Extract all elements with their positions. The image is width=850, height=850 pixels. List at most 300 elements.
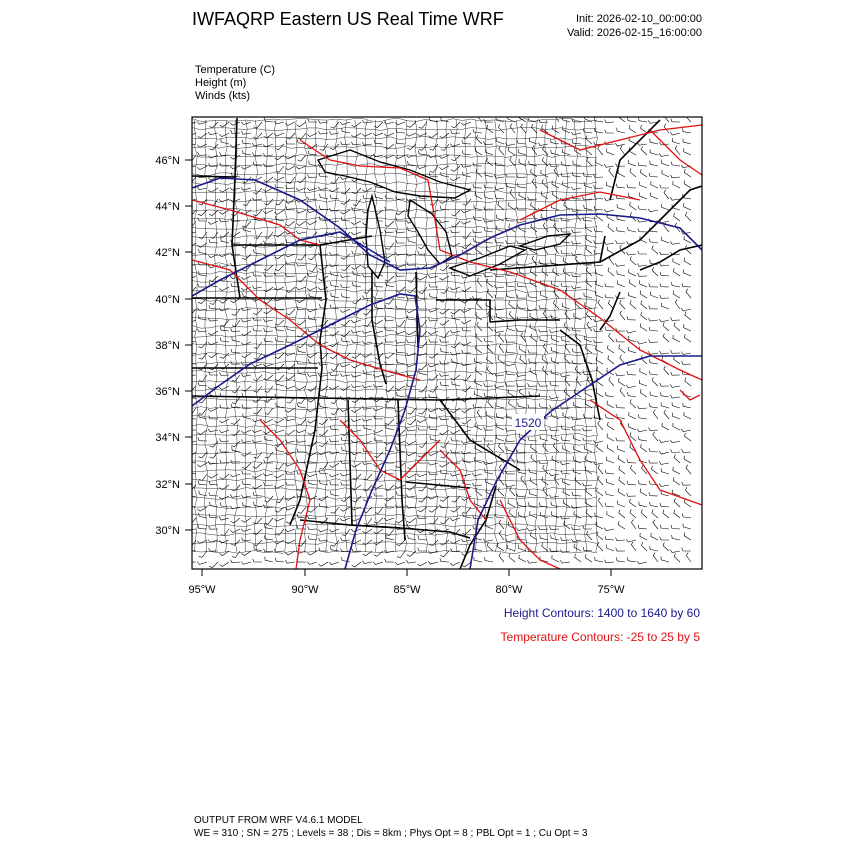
- wind-barb: [208, 331, 218, 335]
- wind-barb: [406, 133, 416, 136]
- wind-barb: [499, 344, 504, 353]
- wind-barb: [341, 482, 350, 485]
- wind-barb: [684, 324, 691, 331]
- wind-barb: [563, 489, 570, 496]
- wind-barb: [319, 240, 328, 244]
- wind-barb: [663, 510, 669, 518]
- wind-barb: [560, 374, 570, 377]
- wind-barb: [329, 562, 339, 565]
- wind-barb: [685, 245, 691, 254]
- wind-barb: [521, 333, 526, 342]
- wind-barb: [397, 551, 405, 558]
- wind-barb: [660, 525, 669, 529]
- wind-barb: [428, 462, 438, 465]
- wind-barb: [363, 353, 373, 357]
- wind-barb: [618, 521, 625, 529]
- wind-barb: [659, 153, 669, 156]
- wind-barb: [199, 474, 207, 480]
- wind-barb: [510, 487, 515, 496]
- lat-label-44: 44°N: [155, 201, 180, 213]
- wind-barb: [638, 251, 647, 254]
- wind-barb: [319, 496, 328, 501]
- wind-barb: [671, 119, 680, 123]
- wind-barb: [630, 399, 636, 408]
- wind-barb: [462, 140, 471, 144]
- wind-barb: [551, 204, 559, 210]
- wind-barb: [685, 312, 691, 320]
- wind-barb: [340, 473, 350, 476]
- wind-barb: [552, 511, 559, 518]
- wind-barb: [629, 412, 636, 419]
- wind-barb: [543, 487, 548, 496]
- county-line: [595, 120, 598, 552]
- wind-barb: [608, 356, 614, 364]
- wind-barb: [351, 384, 361, 387]
- wind-barb: [254, 122, 263, 128]
- wind-barb: [253, 210, 262, 216]
- wind-barb: [516, 374, 526, 377]
- wind-barb: [616, 339, 625, 343]
- wind-barb: [585, 446, 592, 453]
- wind-barb: [682, 514, 691, 519]
- wind-barb: [198, 382, 207, 386]
- wind-barb: [488, 399, 493, 408]
- wind-barb: [418, 496, 427, 502]
- county-line: [245, 120, 248, 552]
- county-line: [575, 120, 578, 552]
- wind-barb: [298, 155, 307, 161]
- wind-barb: [604, 209, 614, 212]
- wind-barb: [672, 138, 680, 144]
- wind-barb: [286, 133, 295, 139]
- wind-barb: [461, 342, 471, 346]
- wind-barb: [241, 319, 251, 322]
- wind-barb: [671, 175, 681, 178]
- wind-barb: [362, 341, 372, 344]
- wind-barb: [231, 361, 240, 364]
- wind-barb: [674, 510, 680, 518]
- field-temperature: Temperature (C): [195, 64, 276, 76]
- wind-barb: [619, 466, 625, 474]
- wind-barb: [681, 429, 691, 432]
- wind-barb: [607, 246, 614, 254]
- wind-barb: [627, 184, 636, 188]
- wind-barb: [684, 334, 691, 342]
- wind-barb: [618, 446, 625, 453]
- wind-barb: [640, 368, 647, 375]
- wind-barb: [186, 352, 196, 355]
- wind-barb: [407, 485, 416, 490]
- wind-barb: [296, 263, 306, 266]
- wind-barb: [374, 452, 383, 458]
- wind-barb: [254, 386, 262, 392]
- wind-barb: [660, 283, 669, 287]
- county-line: [205, 120, 208, 552]
- wind-barb: [439, 220, 449, 223]
- wind-barb: [264, 287, 273, 292]
- wind-barb: [498, 202, 504, 210]
- wind-barb: [296, 287, 306, 290]
- wind-barb: [439, 417, 449, 420]
- wind-barb: [585, 390, 592, 397]
- latitude-axis: [185, 160, 192, 530]
- wind-barb: [330, 342, 339, 347]
- wind-barb: [673, 268, 680, 276]
- wind-barb: [463, 458, 471, 463]
- wind-barb: [320, 320, 329, 326]
- wind-barb: [472, 483, 482, 486]
- wind-barb: [607, 148, 614, 155]
- county-line: [192, 227, 597, 230]
- wind-barb: [352, 562, 361, 567]
- wind-barb: [670, 440, 680, 443]
- wind-barb: [384, 133, 394, 136]
- wind-barb: [429, 540, 438, 546]
- wind-barb: [373, 408, 383, 411]
- wind-barb: [641, 146, 647, 155]
- wind-barb: [462, 419, 471, 424]
- wind-barb: [638, 162, 647, 166]
- wind-barb: [231, 218, 240, 221]
- wind-barb: [461, 122, 471, 125]
- wind-barb: [341, 254, 350, 259]
- wind-barb: [620, 355, 625, 364]
- wind-barb: [308, 174, 318, 177]
- county-line: [255, 120, 258, 552]
- county-line: [192, 515, 597, 518]
- wind-barb: [396, 273, 405, 276]
- wind-barb: [664, 124, 669, 133]
- wind-barb: [396, 140, 405, 144]
- county-line: [585, 120, 588, 552]
- wind-barb: [616, 404, 625, 408]
- wind-barb: [598, 146, 603, 155]
- wind-barb: [651, 533, 658, 540]
- wind-barb: [618, 170, 625, 177]
- wind-barb: [208, 188, 218, 192]
- wind-barb: [265, 557, 273, 562]
- wind-barb: [649, 448, 658, 452]
- wind-barb: [286, 185, 295, 188]
- wind-barb: [627, 459, 636, 463]
- wind-barb: [484, 383, 493, 386]
- wind-barb: [572, 492, 581, 496]
- wind-barb: [652, 246, 658, 255]
- wind-barb: [407, 419, 416, 425]
- wind-barb: [550, 139, 559, 144]
- wind-barb: [198, 437, 207, 441]
- wind-barb: [519, 114, 526, 122]
- wind-barb: [627, 316, 636, 320]
- wind-barb: [517, 140, 526, 144]
- wind-barb: [585, 345, 592, 353]
- wind-barb: [674, 553, 680, 562]
- wind-barb: [450, 144, 460, 147]
- wind-barb: [604, 164, 614, 167]
- wind-barb: [439, 463, 449, 467]
- wind-barb: [659, 263, 669, 266]
- wind-barb: [198, 218, 207, 221]
- wind-barb: [252, 143, 262, 146]
- wind-barb: [605, 119, 615, 122]
- wind-barb: [186, 143, 196, 146]
- wind-barb: [296, 210, 306, 213]
- wind-barb: [604, 241, 614, 244]
- wind-barb: [362, 142, 372, 145]
- wind-barb: [352, 188, 361, 194]
- wind-barb: [341, 142, 351, 145]
- wind-barb: [605, 130, 614, 133]
- wind-barb: [374, 416, 383, 420]
- wind-barb: [462, 529, 471, 535]
- wind-barb: [440, 133, 449, 138]
- wind-barb: [528, 383, 537, 386]
- wind-barb: [440, 551, 449, 557]
- wind-barb: [440, 265, 449, 271]
- wind-barb: [684, 532, 691, 540]
- wind-barb: [417, 166, 427, 169]
- wind-barb: [264, 549, 274, 552]
- wind-barb: [629, 269, 636, 276]
- wind-barb: [675, 146, 680, 155]
- wind-barb: [508, 115, 515, 122]
- wind-barb: [385, 327, 394, 331]
- wind-barb: [473, 129, 482, 133]
- wind-barb: [616, 373, 626, 376]
- wind-barb: [243, 199, 251, 206]
- wind-barb: [616, 548, 625, 551]
- wind-barb: [395, 386, 405, 390]
- wind-barb: [650, 502, 658, 507]
- wind-barb: [585, 224, 592, 232]
- wind-barb: [384, 254, 394, 258]
- wind-barb: [187, 452, 196, 457]
- wind-barb: [670, 132, 680, 135]
- wind-barb: [373, 133, 383, 136]
- wind-barb: [219, 133, 229, 137]
- wind-barb: [594, 185, 604, 188]
- lat-label-32: 32°N: [155, 479, 180, 491]
- wind-barb: [298, 348, 306, 353]
- wind-barb: [671, 162, 680, 167]
- wind-barb: [252, 430, 262, 433]
- wind-barb: [649, 403, 658, 408]
- wind-barb: [329, 252, 339, 255]
- wind-barb: [263, 473, 273, 476]
- wind-barb: [683, 403, 691, 408]
- county-line: [192, 533, 597, 536]
- wind-barb: [650, 161, 658, 166]
- wind-barb: [497, 423, 504, 430]
- wind-barb: [516, 528, 526, 531]
- wind-barb: [331, 282, 340, 287]
- wind-barb: [286, 430, 295, 435]
- model-info: OUTPUT FROM WRF V4.6.1 MODEL: [194, 815, 363, 826]
- wind-barb: [539, 383, 548, 386]
- wind-barb: [253, 559, 262, 562]
- wind-barb: [575, 366, 581, 375]
- wind-barb: [672, 282, 681, 287]
- wind-barb: [571, 132, 581, 135]
- wind-barb: [649, 327, 658, 331]
- wind-barb: [230, 560, 240, 563]
- wind-barb: [649, 173, 658, 177]
- wind-barb: [441, 287, 449, 293]
- wind-barb: [373, 562, 383, 565]
- wind-barb: [541, 170, 548, 177]
- wind-barb: [685, 487, 691, 496]
- wind-barb: [208, 429, 218, 432]
- wind-barb: [210, 232, 218, 238]
- wind-barb: [542, 268, 548, 276]
- wind-barb: [628, 292, 636, 298]
- wind-barb: [552, 555, 559, 562]
- wind-barb: [352, 408, 362, 412]
- wind-barb: [662, 170, 669, 177]
- wind-barb: [609, 377, 614, 386]
- wind-barb: [384, 375, 394, 378]
- wind-barb: [674, 213, 680, 221]
- wind-barb: [630, 499, 637, 507]
- wind-barb: [638, 117, 647, 122]
- wind-barb: [418, 536, 427, 540]
- wind-barb: [463, 232, 471, 239]
- wind-barb: [540, 512, 548, 518]
- wind-barb: [209, 122, 218, 128]
- wind-barb: [451, 408, 460, 413]
- wind-barb: [528, 502, 537, 507]
- wind-barb: [473, 439, 483, 442]
- wind-barb: [517, 494, 527, 497]
- wind-barb: [684, 180, 691, 188]
- county-line: [192, 542, 597, 545]
- wind-barb: [509, 301, 515, 309]
- wind-barb: [340, 507, 350, 511]
- wind-barb: [686, 465, 691, 474]
- wind-barb: [274, 518, 284, 521]
- wind-barb: [264, 241, 274, 244]
- wind-barb: [198, 342, 207, 348]
- wind-barb: [529, 469, 537, 475]
- wind-barb: [252, 364, 262, 367]
- wind-barb: [651, 193, 658, 200]
- wind-barb: [297, 403, 306, 408]
- wind-barb: [484, 427, 493, 430]
- wind-barb: [586, 136, 592, 145]
- wind-barb: [653, 520, 658, 529]
- wind-barb: [606, 457, 614, 463]
- wind-barb: [219, 517, 229, 520]
- wind-barb: [630, 300, 636, 309]
- wind-barb: [406, 560, 416, 563]
- wind-barb: [660, 252, 670, 255]
- wind-barb: [265, 232, 273, 238]
- wind-barb: [242, 463, 251, 469]
- wind-barb: [582, 428, 592, 431]
- wind-barb: [407, 262, 416, 265]
- wind-barb: [551, 535, 559, 540]
- wind-barb: [597, 542, 603, 551]
- wind-barb: [307, 562, 317, 565]
- wind-barb: [275, 144, 284, 150]
- wind-barb: [618, 501, 626, 507]
- wind-barb: [640, 169, 647, 177]
- wind-barb: [209, 562, 218, 568]
- wind-barb: [477, 300, 483, 309]
- wind-barb: [484, 514, 493, 518]
- lon-label-85: 85°W: [393, 584, 421, 596]
- wind-barb: [495, 514, 504, 518]
- wind-barb: [384, 155, 394, 158]
- wind-barb: [286, 375, 295, 380]
- wind-barb: [598, 465, 603, 474]
- wind-barb: [618, 378, 625, 386]
- lat-label-34: 34°N: [155, 432, 180, 444]
- wind-barb: [406, 441, 416, 445]
- wind-barb: [285, 274, 295, 277]
- wind-barb: [659, 440, 669, 443]
- wind-barb: [297, 320, 306, 325]
- wind-barb: [530, 478, 537, 486]
- wind-barb: [531, 169, 538, 177]
- wind-barb: [296, 231, 306, 234]
- county-line: [195, 120, 198, 552]
- wind-barb: [637, 429, 647, 432]
- wind-barb: [662, 423, 669, 430]
- wind-barb: [618, 280, 625, 287]
- wind-barb: [396, 359, 405, 364]
- wind-barb: [484, 228, 493, 233]
- wind-barb: [626, 330, 636, 333]
- wind-barb: [684, 456, 691, 463]
- wind-barb: [670, 550, 680, 553]
- wind-barb: [208, 408, 218, 411]
- wind-barb: [608, 268, 614, 277]
- wind-barb: [640, 290, 647, 298]
- wind-barb: [477, 278, 482, 287]
- wind-barb: [476, 135, 482, 144]
- wind-barb: [484, 142, 494, 145]
- wind-barb: [186, 276, 196, 279]
- wind-barb: [505, 363, 515, 366]
- wind-barb: [662, 303, 670, 309]
- wind-barb: [351, 374, 361, 377]
- wind-barb: [650, 546, 658, 551]
- wind-barb: [462, 151, 471, 156]
- wind-barb: [517, 295, 526, 298]
- wind-barb: [641, 125, 647, 133]
- wind-barb: [351, 142, 361, 145]
- county-line: [515, 120, 518, 552]
- wind-barb: [362, 385, 372, 388]
- county-line: [192, 254, 597, 257]
- wind-barb: [564, 388, 570, 397]
- wind-barb: [528, 405, 537, 408]
- wind-barb: [331, 122, 340, 128]
- contour-label: 1520: [514, 416, 542, 430]
- wind-barb: [571, 187, 581, 190]
- map-title: IWFAQRP Eastern US Real Time WRF: [192, 9, 504, 29]
- wind-barb: [638, 436, 647, 441]
- wind-barb: [649, 339, 658, 342]
- model-settings: WE = 310 ; SN = 275 ; Levels = 38 ; Dis = 8km ; Phys Opt = 8 ; PBL Opt = 1 ; Cu Opt = 3: [194, 828, 588, 839]
- wind-barb: [208, 132, 218, 135]
- wind-barb: [638, 525, 647, 529]
- wind-barb: [641, 542, 647, 551]
- wind-barb: [428, 561, 438, 564]
- wind-barb: [274, 549, 284, 552]
- wind-barb: [594, 195, 603, 200]
